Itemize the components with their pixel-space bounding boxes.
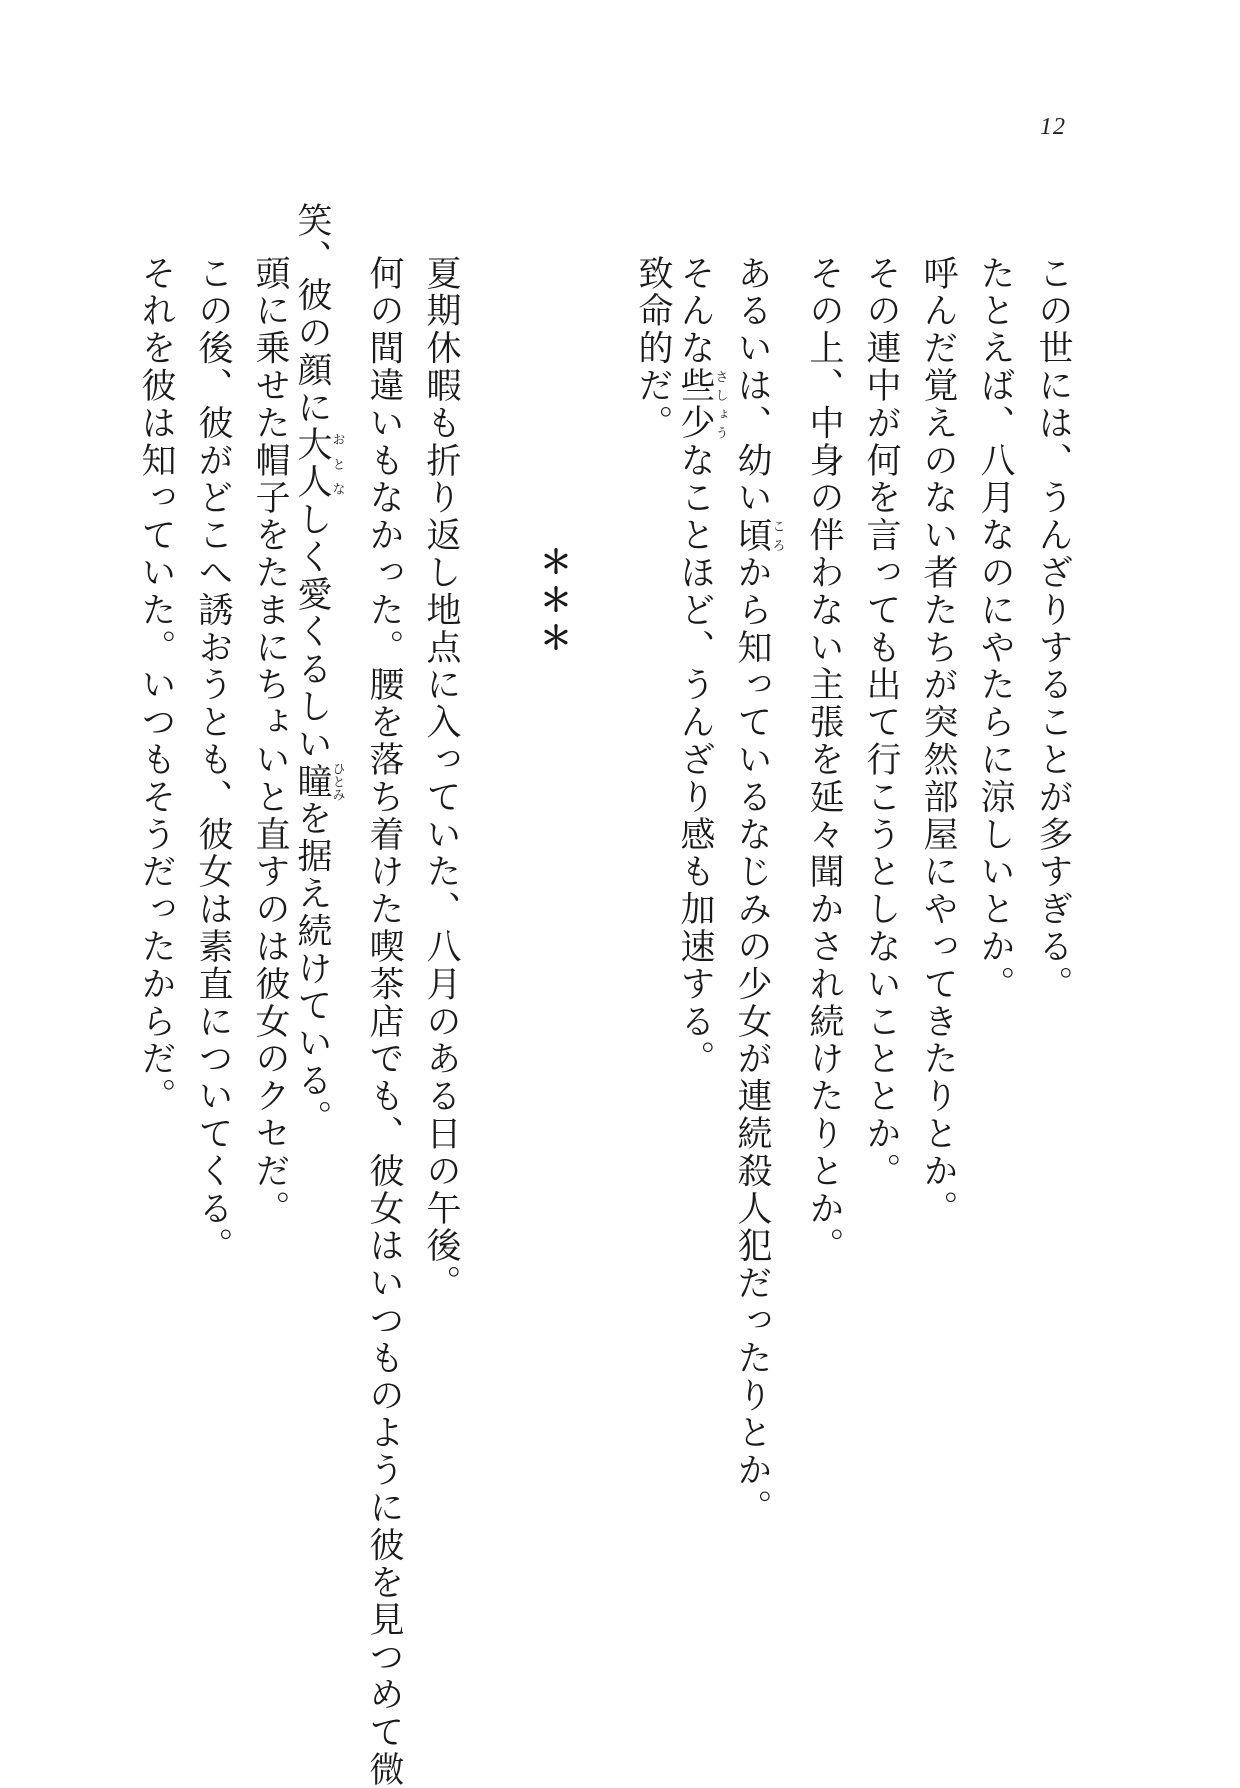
ruby-reading: さしょう (712, 367, 728, 442)
text-segment: 笑、彼の顔に (292, 202, 332, 427)
ruby-word (292, 426, 345, 502)
text-line: この後、彼がどこへ誘おうとも、彼女は素直についてくる。 (193, 255, 233, 1265)
ruby-base: 大人 (292, 426, 332, 502)
text-line (732, 255, 785, 1527)
text-line (675, 255, 728, 1078)
ruby-base: 瞳 (292, 762, 332, 802)
page-number: 12 (1040, 114, 1066, 140)
text-line: その上、中身の伴わない主張を延々聞かされ続けたりとか。 (804, 255, 844, 1265)
text-line: 呼んだ覚えのない者たちが突然部屋にやってきたりとか。 (918, 255, 958, 1228)
text-line: それを彼は知っていた。いつもそうだったからだ。 (136, 255, 176, 1116)
text-line: この世には、うんざりすることが多すぎる。 (1033, 255, 1073, 1003)
text-segment: しく愛くるしい (292, 501, 332, 764)
text-line (292, 202, 345, 1138)
text-line: 何の間違いもなかった。腰を落ち着けた喫茶店でも、彼女はいつものように彼を見つめて微 (364, 255, 404, 1788)
ruby-word (675, 367, 728, 443)
text-line: たとえば、八月なのにやたらに涼しいとか。 (975, 255, 1015, 1003)
text-segment: から知っているなじみの少女が連続殺人犯だったりとか。 (732, 554, 772, 1527)
ruby-base: 頃 (732, 516, 772, 555)
text-line: 夏期休暇も折り返し地点に入っていた、八月のある日の午後。 (421, 255, 461, 1303)
text-line: その連中が何を言っても出て行こうとしないこととか。 (861, 255, 901, 1190)
text-line: 致命的だ。 (633, 255, 673, 442)
scene-separator: ＊＊＊ (535, 545, 573, 659)
text-segment: を据え続けている。 (292, 800, 332, 1138)
text-segment: そんな (675, 255, 715, 368)
text-segment: あるいは、幼い (732, 255, 772, 517)
text-line: 頭に乗せた帽子をたまにちょいと直すのは彼女のクセだ。 (250, 255, 290, 1228)
ruby-word (732, 516, 785, 555)
text-segment: なことほど、うんざり感も加速する。 (675, 442, 715, 1078)
ruby-base: 些少 (675, 367, 715, 443)
ruby-reading: おとな (329, 426, 345, 502)
ruby-reading: ひとみ (329, 762, 345, 802)
ruby-word (292, 762, 345, 802)
ruby-reading: ころ (769, 516, 785, 555)
